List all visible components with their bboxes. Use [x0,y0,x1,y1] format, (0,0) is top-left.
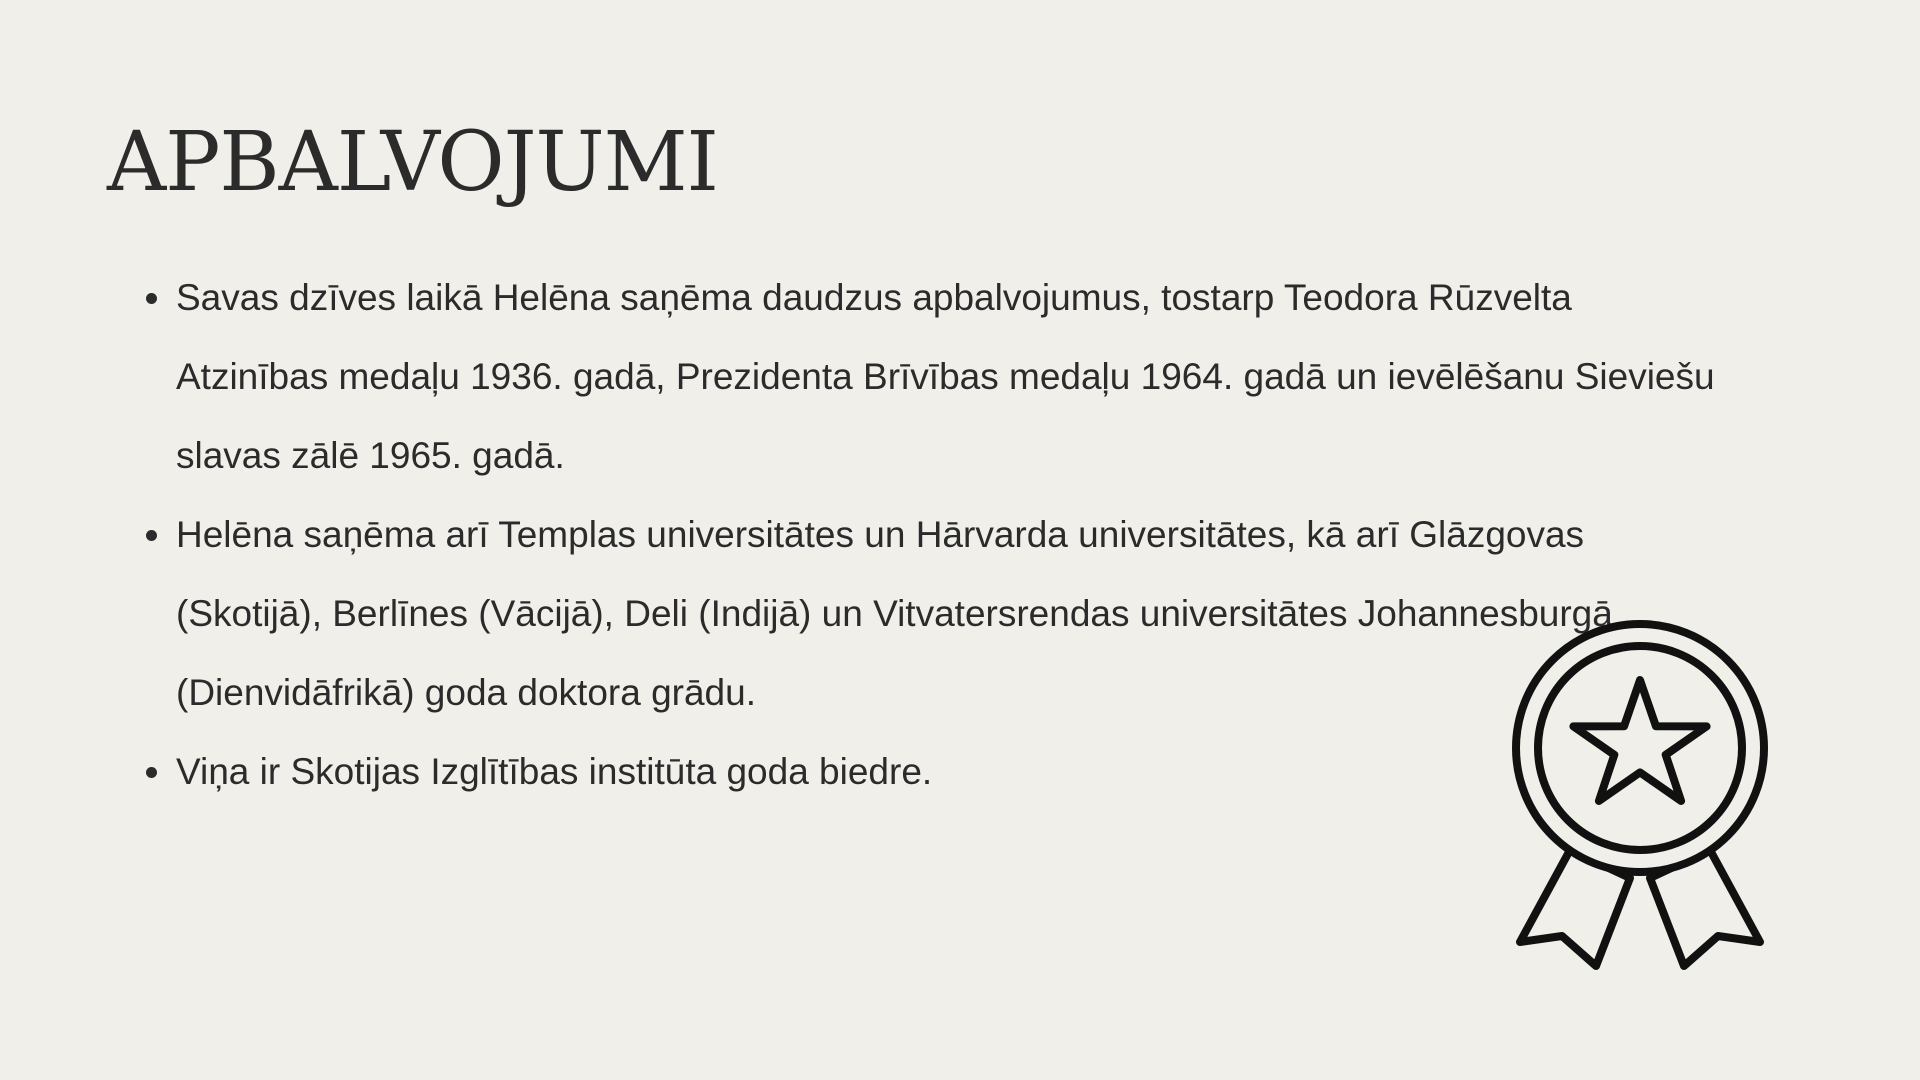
bullet-list [176,258,1716,811]
award-ribbon-star-icon [1500,620,1780,980]
bullet-item: Helēna saņēma arī Templas universitātes un Hārvarda universitātes, kā arī Glāzgovas (Skotijā), Berlīnes (Vācijā), Deli (Indijā) un Vitvatersrendas universitātes Johannesburgā (Dienvidāfrikā) goda doktora grādu. [176,495,1716,732]
slide-title: APBALVOJUMI [107,115,718,210]
bullet-item: Viņa ir Skotijas Izglītības institūta goda biedre. [176,732,1716,811]
bullet-item: Savas dzīves laikā Helēna saņēma daudzus apbalvojumus, tostarp Teodora Rūzvelta Atzinības medaļu 1936. gadā, Prezidenta Brīvības medaļu 1964. gadā un ievēlēšanu Sieviešu slavas zālē 1965. gadā. [176,258,1716,495]
